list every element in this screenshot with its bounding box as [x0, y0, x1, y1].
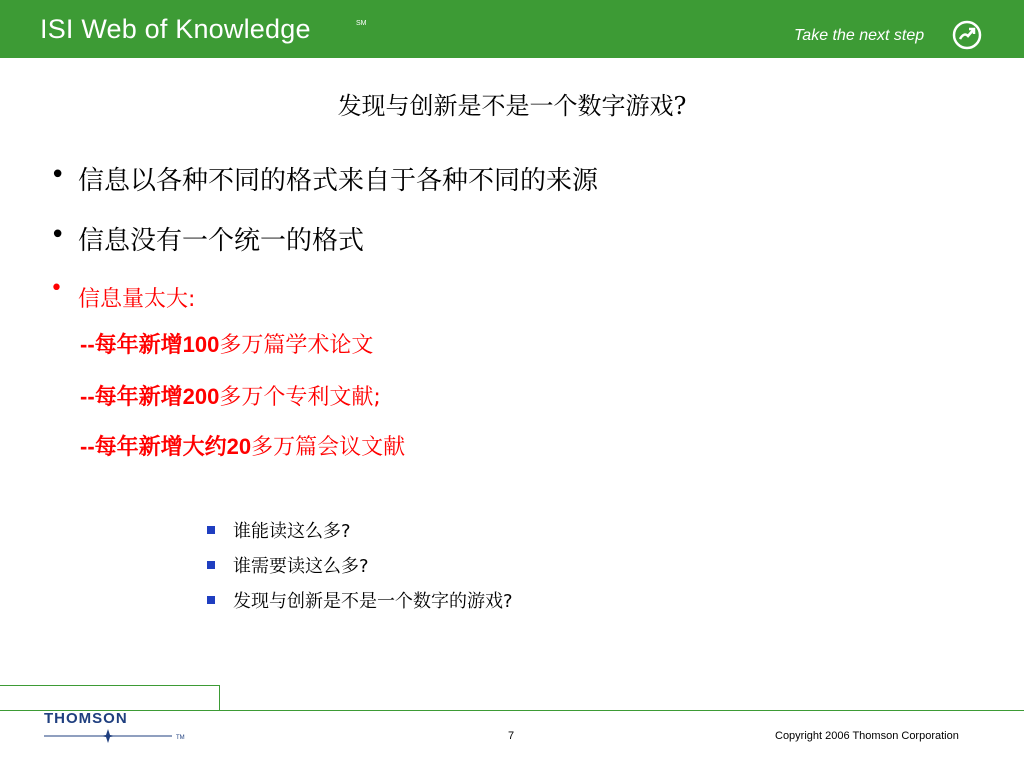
bullet-text: 信息量太大:	[78, 287, 196, 312]
star-line-icon	[44, 728, 194, 744]
service-mark: SM	[356, 20, 367, 27]
question-text: 发现与创新是不是一个数字的游戏?	[233, 591, 513, 612]
question-text: 谁需要读这么多?	[233, 556, 369, 577]
sub-item-suffix: 多万篇学术论文	[219, 333, 374, 358]
footer-divider	[219, 685, 220, 711]
bullet-item-highlight	[50, 276, 598, 328]
sub-item	[80, 328, 373, 359]
sub-item-number: 20	[226, 434, 252, 459]
square-bullet-icon	[207, 561, 215, 569]
sub-item-number: 100	[182, 332, 220, 357]
footer-divider	[0, 685, 220, 686]
bullet-item	[50, 160, 598, 220]
question-text: 谁能读这么多?	[233, 521, 351, 542]
bullet-text: 信息以各种不同的格式来自于各种不同的来源	[78, 166, 599, 196]
bullet-text: 信息没有一个统一的格式	[78, 226, 365, 256]
bullet-dot-icon: •	[50, 220, 66, 250]
logo-tm: TM	[176, 735, 185, 741]
square-bullet-icon	[207, 596, 215, 604]
sub-item-suffix: 多万个专利文献;	[219, 385, 381, 410]
tagline: Take the next step	[794, 27, 925, 44]
bullet-list	[50, 160, 598, 328]
sub-item-prefix: --每年新增大约	[80, 434, 227, 459]
header-band	[0, 0, 1024, 58]
copyright: Copyright 2006 Thomson Corporation	[775, 730, 959, 742]
square-bullet-icon	[207, 526, 215, 534]
page-number: 7	[508, 730, 515, 742]
brand-title: ISI Web of Knowledge	[40, 14, 311, 44]
sub-item	[80, 380, 381, 411]
sub-item-prefix: --每年新增	[80, 384, 183, 409]
page-title: 发现与创新是不是一个数字游戏?	[337, 92, 687, 120]
arrow-circle-icon	[952, 20, 982, 50]
sub-item-number: 200	[182, 384, 220, 409]
sub-item	[80, 430, 405, 461]
logo-text: THOMSON	[44, 710, 128, 727]
question-list	[207, 517, 513, 622]
question-item	[207, 587, 513, 622]
bullet-item	[50, 220, 598, 276]
question-item	[207, 552, 513, 587]
sub-item-suffix: 多万篇会议文献	[251, 435, 406, 460]
bullet-dot-icon: •	[50, 160, 66, 190]
thomson-logo	[44, 710, 194, 744]
bullet-dot-icon: •	[50, 276, 63, 301]
question-item	[207, 517, 513, 552]
sub-item-prefix: --每年新增	[80, 332, 183, 357]
